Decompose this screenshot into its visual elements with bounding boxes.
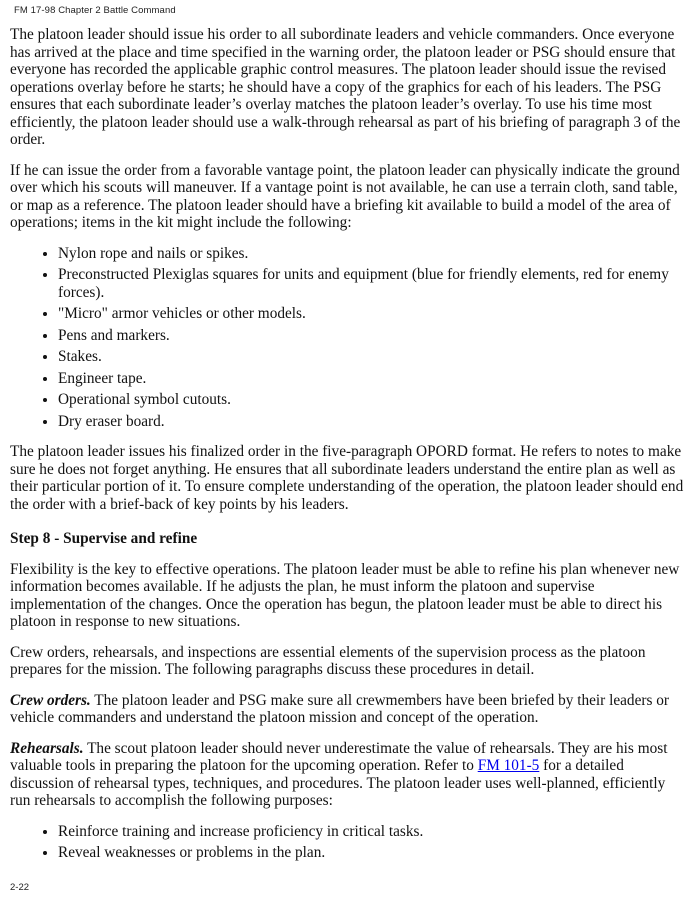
rehearsal-purpose-list — [10, 823, 686, 862]
rehearsals-text-after-link: for a detailed discussion of rehearsal types, techniques, and procedures. The platoon leader uses well-planned, efficiently run rehearsals to accomplish the following purposes: — [10, 757, 666, 809]
paragraph-crew-orders — [10, 692, 686, 727]
list-item-kit-2: • "Micro" armor vehicles or other models. — [58, 305, 686, 323]
running-header: FM 17-98 Chapter 2 Battle Command — [14, 5, 176, 16]
list-item-kit-6: • Operational symbol cutouts. — [58, 391, 686, 409]
rehearsals-text-before-link: The scout platoon leader should never underestimate the value of rehearsals. They are his most valuable tools in preparing the platoon for the upcoming operation. Refer to — [10, 739, 668, 774]
page-number: 2-22 — [10, 882, 30, 893]
crew-orders-text: The platoon leader and PSG make sure all crewmembers have been briefed by their leaders or vehicle commanders and understand the platoon mission and concept of the operation. — [10, 691, 669, 726]
briefing-kit-list — [10, 245, 686, 431]
paragraph-flexibility: Flexibility is the key to effective operations. The platoon leader must be able to refine his plan whenever new information becomes available. If he adjusts the plan, he must inform the platoon and supervise implementation of the changes. Once the operation has begun, the platoon leader must be able to direct his platoon in response to new situations. — [10, 560, 680, 630]
list-item-kit-7: • Dry eraser board. — [58, 413, 686, 431]
list-item-purpose-1: • Reveal weaknesses or problems in the plan. — [58, 844, 686, 862]
list-item-kit-1: • Preconstructed Plexiglas squares for units and equipment (blue for friendly elements, red for enemy forces). — [58, 266, 686, 301]
paragraph-supervision: Crew orders, rehearsals, and inspections are essential elements of the supervision process as the platoon prepares for the mission. The following paragraphs discuss these procedures in detail. — [10, 643, 646, 678]
paragraph-vantage-point: If he can issue the order from a favorable vantage point, the platoon leader can physically indicate the ground over which his scouts will maneuver. If a vantage point is not available, he can use a terrain cloth, sand table, or map as a reference. The platoon leader should have a briefing kit available to build a model of the area of operations; items in the kit might include the following: — [10, 161, 680, 231]
rehearsals-lead: Rehearsals. — [10, 739, 84, 757]
list-item-kit-4: • Stakes. — [58, 348, 686, 366]
fm-101-5-link[interactable]: FM 101-5 — [477, 757, 540, 774]
paragraph-opord: The platoon leader issues his finalized order in the five-paragraph OPORD format. He refers to notes to make sure he does not forget anything. He ensures that all subordinate leaders understand the entire plan as well as their particular portion of it. To ensure complete understanding of the operation, the platoon leader should end the order with a brief-back of key points by his leaders. — [10, 443, 684, 513]
list-item-kit-0: • Nylon rope and nails or spikes. — [58, 245, 686, 263]
document-body — [10, 26, 686, 862]
list-item-purpose-0: • Reinforce training and increase proficiency in critical tasks. — [58, 823, 686, 841]
list-item-kit-3: • Pens and markers. — [58, 327, 686, 345]
paragraph-rehearsals — [10, 740, 686, 810]
crew-orders-lead: Crew orders. — [10, 691, 91, 709]
list-item-kit-5: • Engineer tape. — [58, 370, 686, 388]
paragraph-issue-order: The platoon leader should issue his order to all subordinate leaders and vehicle commanders. Once everyone has arrived at the place and time specified in the warning order, the platoon leader or PSG should ensure that everyone has recorded the applicable graphic control measures. The platoon leader should issue the revised operations overlay before he starts; he should have a copy of the graphics for each of his leaders. The PSG ensures that each subordinate leader’s overlay matches the platoon leader’s overlay. To use his time most efficiently, the platoon leader should use a walk-through rehearsal as part of his briefing of paragraph 3 of the order. — [10, 26, 681, 148]
section-heading-step8: Step 8 - Supervise and refine — [10, 530, 198, 547]
